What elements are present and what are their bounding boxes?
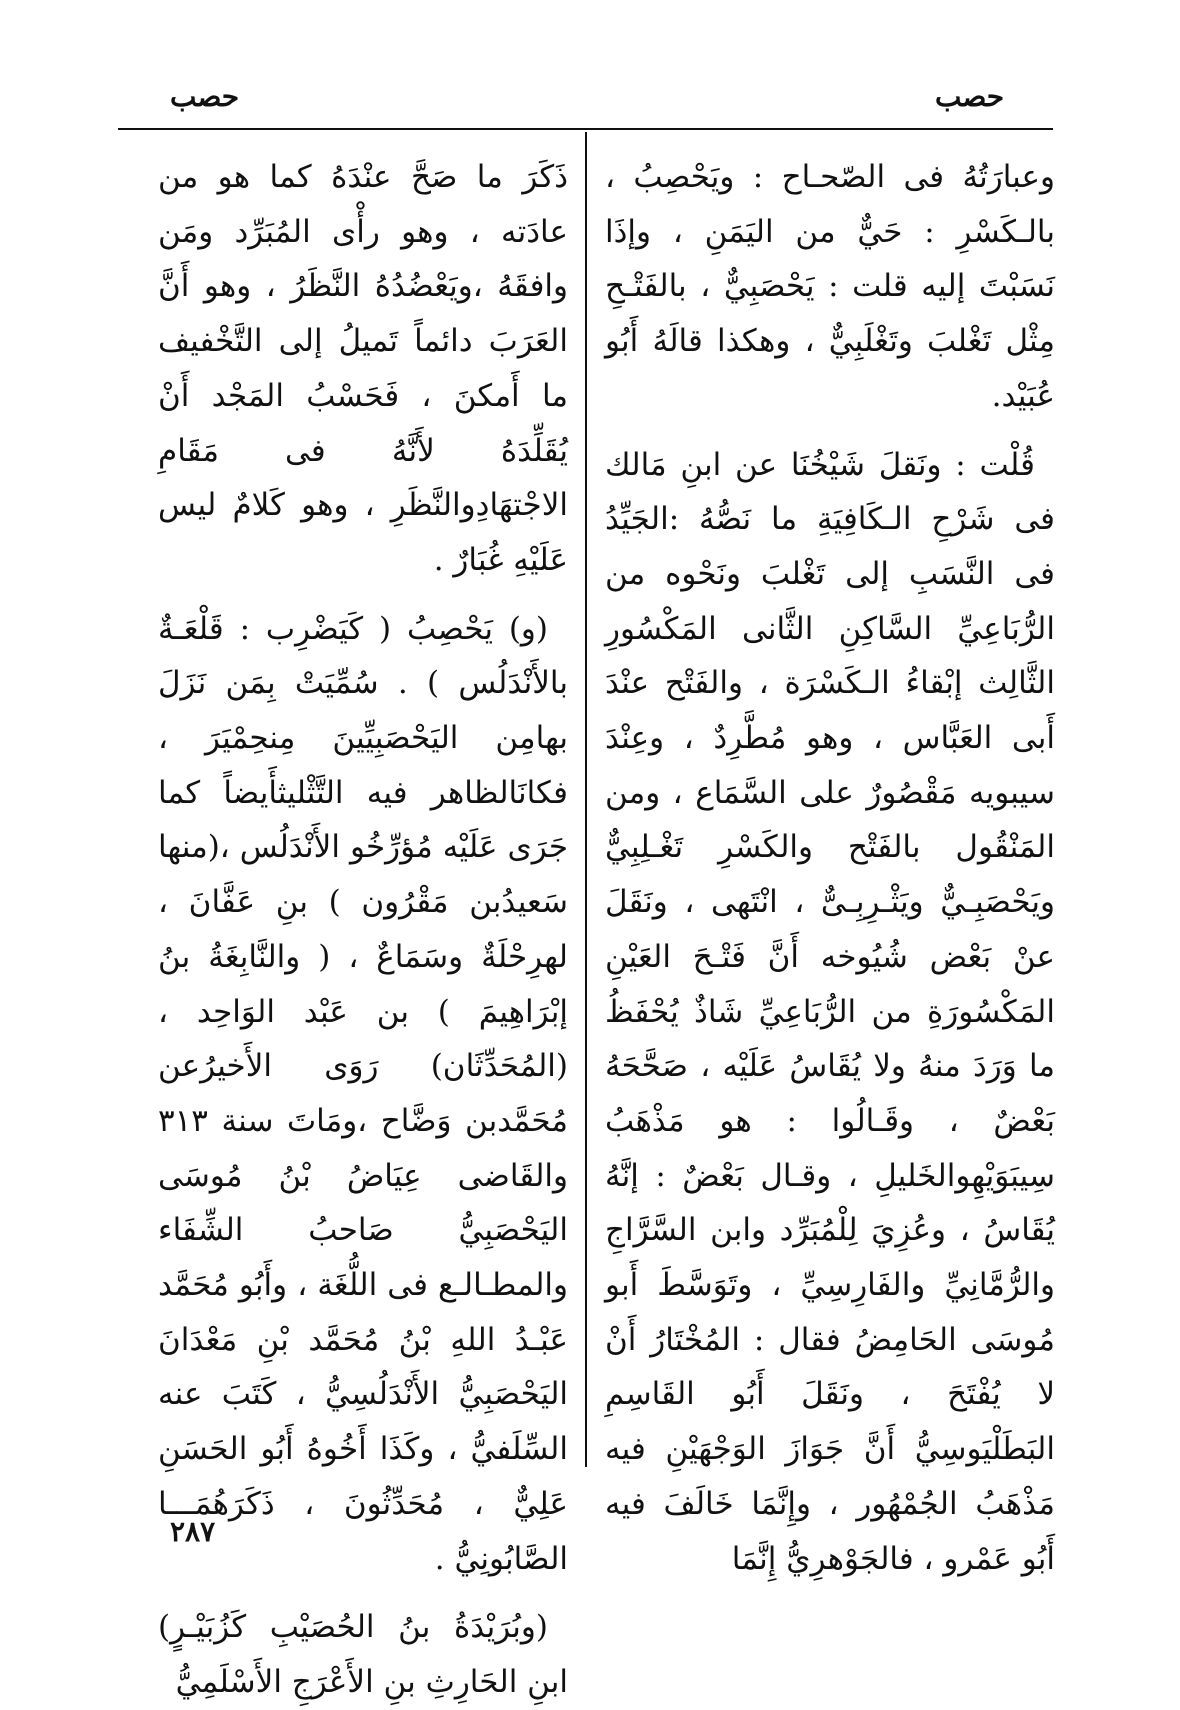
right-paragraph: قُلْت : ونَقلَ شَيْخُنَا عن ابنِ مَالك فى شَرْحِ الـكَافِيَةِ ما نَصُّهُ :الجَيِّدُ فى النَّسَبِ إلى تَغْلبَ ونَحْوه من الرُّبَاعِيِّ السَّاكِنِ الثَّانى المَكْسُورِ الثَّالِث إبْقاءُ الـكَسْرَة ، والفَتْح عنْدَ أَبى العَبَّاس ، وهو مُطَّرِدٌ ، وعِنْدَ سيبويه مَقْصُورٌ على السَّمَاع ، ومن المَنْقُول بالفَتْح والكَسْرِ تَغْـلِبِيٌّ ويَحْصَبِـيٌّ ويَثْـرِبِـىٌّ ، انْتَهى ، ونَقَلَ عنْ بَعْض شُيُوخه أَنَّ فَتْـحَ العَيْنِ المَكْسُورَةِ من الرُّبَاعِيِّ شَاذٌ يُحْفَظُ ما وَرَدَ منهُ ولا يُقَاسُ عَلَيْه ، صَحَّحَهُ بَعْضٌ ، وقَـالُوا : هو مَذْهَبُ سِيبَوَيْهِوالخَليلِ ، وقـال بَعْضٌ : إنَّهُ يُقَاسُ ، وعُزِيَ لِلْمُبَرِّد وابن السَّرَّاجِ والرُّمَّانِيِّ والفَارِسِيِّ ، وتَوَسَّطَ أَبو مُوسَى الحَامِضُ فقال : المُخْتَارُ أَنْ لا يُفْتَحَ ، ونَقَلَ أَبُو القَاسِمِ البَطَلْيَوسِيُّ أَنَّ جَوَازَ الوَجْهَيْنِ فيه مَذْهَبُ الجُمْهُور ، وإِنَّمَا خَالَفَ فيه أَبُو عَمْرو ، فالجَوْهرِيُّ إِنَّمَا	[605, 446, 1055, 1577]
left-paragraph: (و) يَحْصِبُ ( كَيَضْرِب : قَلْعَـةٌ بالأَنْدَلُس ) . سُمِّيَتْ بِمَن نَزَلَ بهامِن اليَحْصَبِيِّينَ مِنحِمْيَرَ ، فكانَالظاهر فيه التَّثْليثأَيضاً كما جَرَى عَلَيْه مُؤرِّخُو الأَنْدَلُس ،(منها سَعيدُبن مَقْرُون ) بنِ عَفَّانَ ، لهرِحْلَةٌ وسَمَاعٌ ، ( والنَّابِغَةُ بنُ إبْرَاهِيمَ ) بن عَبْد الوَاحِد ، (المُحَدِّثَان) رَوَى الأَخيرُعن مُحَمَّدبن وَضَّاح ،ومَاتَ سنة ٣١٣ والقَاضى عِيَاضُ بْنُ مُوسَى اليَحْصَبِيُّ صَاحبُ الشِّفَاء والمطـالـع فى اللُّغَة ، وأَبُو مُحَمَّد عَبْـدُ اللهِ بْنُ مُحَمَّد بْنِ مَعْدَانَ اليَحْصَبِيُّ الأَنْدَلُسِيُّ ، كَتَبَ عنه السِّلَفيُّ ، وكَذَا أَخُوهُ أَبُو الحَسَنِ عَلِيٌّ ، مُحَدِّثُونَ ، ذَكَرَهُمَـــا الصَّابُونِيُّ .	[158, 610, 568, 1577]
left-paragraph: ذَكَرَ ما صَحَّ عنْدَهُ كما هو من عادَته ، وهو رأْى المُبَرِّد ومَن وافقَهُ ،ويَعْضُدُهُ النَّظَرُ ، وهو أَنَّ العَرَبَ دائماً تَميلُ إلى التَّخْفيف ما أَمكنَ ، فَحَسْبُ المَجْد أَنْ يُقَلِّدَهُ لأَنَّهُ فى مَقَامِ الاجْتهَادِوالنَّظَرِ ، وهو كَلامٌ ليس عَلَيْهِ غُبَارٌ .	[158, 159, 568, 578]
right-paragraph: وعبارَتُهُ فى الصّحـاح : ويَحْصِبُ ، بالـكَسْرِ : حَيٌّ من اليَمَنِ ، وإذَا نَسَبْتَ إليه قلت : يَحْصَبِيٌّ ، بالفَتْـحِ مِثْل تَغْلبَ وتَغْلَبِيٌّ ، وهكذا قالَهُ أَبُو عُبَيْد.	[605, 159, 1055, 414]
left-paragraph: (وبُرَيْدَةُ بنُ الحُصَيْبِ كَزُبَيْـرٍ) ابنِ الحَارِثِ بنِ الأَعْرَجِ الأَسْلَمِيُّ	[158, 1609, 568, 1700]
column-divider	[585, 132, 587, 1467]
header-divider	[118, 128, 1053, 130]
left-text-column	[158, 150, 568, 1710]
page-number: ٢٨٧	[170, 1515, 216, 1548]
right-text-column	[605, 150, 1055, 1586]
page-header-right-word: حصب	[935, 80, 1005, 113]
page-header-left-word: حصب	[170, 80, 240, 113]
